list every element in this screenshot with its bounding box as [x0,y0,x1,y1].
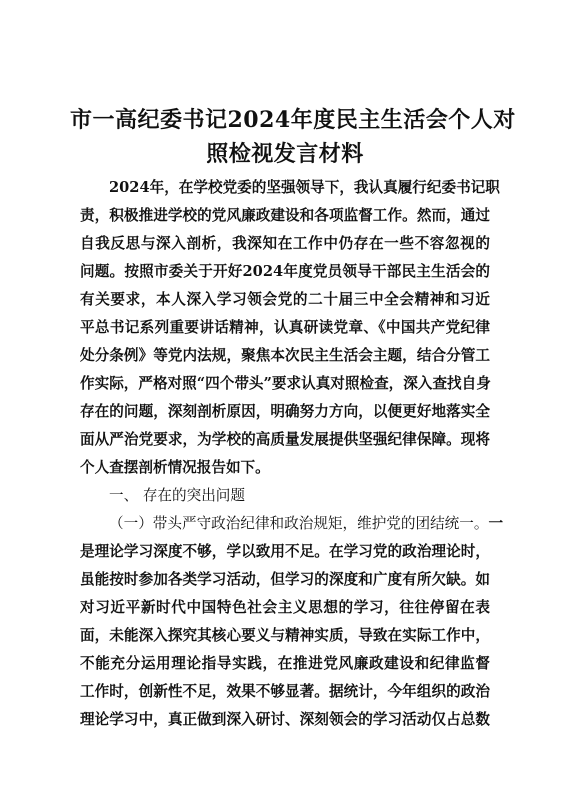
paragraph-line: 面，未能深入探究其核心要义与精神实质，导致在实际工作中， [80,627,490,644]
paragraph-line: 个人查摆剖析情况报告如下。 [80,459,270,476]
paragraph-line: 面从严治党要求，为学校的高质量发展提供坚强纪律保障。现将 [80,431,490,448]
paragraph-line: 对习近平新时代中国特色社会主义思想的学习，往往停留在表 [80,599,490,616]
section-heading: 一、 存在的突出问题 [109,487,245,504]
document-title-line-1: 市一高纪委书记2024年度民主生活会个人对 [70,107,516,133]
paragraph-line: 工作时，创新性不足，效果不够显著。据统计，今年组织的政治 [80,683,490,700]
subsection-heading: （一）带头严守政治纪律和政治规矩，维护党的团结统一。 [109,515,489,532]
subsection-heading-line [109,510,504,538]
paragraph-line: 平总书记系列重要讲话精神，认真研读党章、《中国共产党纪律 [80,319,490,336]
paragraph-line: 问题。按照市委关于开好2024年度党员领导干部民主生活会的 [80,263,490,280]
subsection-tail: 一 [488,515,504,532]
paragraph-line: 责，积极推进学校的党风廉政建设和各项监督工作。然而，通过 [80,207,490,224]
paragraph-line: 虽能按时参加各类学习活动，但学习的深度和广度有所欠缺。如 [80,571,490,588]
paragraph-line: 是理论学习深度不够，学以致用不足。在学习党的政治理论时， [80,543,490,560]
paragraph-line: 不能充分运用理论指导实践，在推进党风廉政建设和纪律监督 [80,655,490,672]
paragraph-line: 处分条例》等党内法规，聚焦本次民主生活会主题，结合分管工 [80,347,490,364]
document-title-line-2: 照检视发言材料 [206,141,364,167]
paragraph-line: 存在的问题，深刻剖析原因，明确努力方向，以便更好地落实全 [80,403,490,420]
paragraph-line: 自我反思与深入剖析，我深知在工作中仍存在一些不容忽视的 [80,235,490,252]
paragraph-line: 2024年，在学校党委的坚强领导下，我认真履行纪委书记职 [109,179,500,196]
paragraph-line: 有关要求，本人深入学习领会党的二十届三中全会精神和习近 [80,291,490,308]
paragraph-line: 作实际，严格对照“四个带头”要求认真对照检查，深入查找自身 [80,375,491,392]
paragraph-line: 理论学习中，真正做到深入研讨、深刻领会的学习活动仅占总数 [80,711,490,728]
